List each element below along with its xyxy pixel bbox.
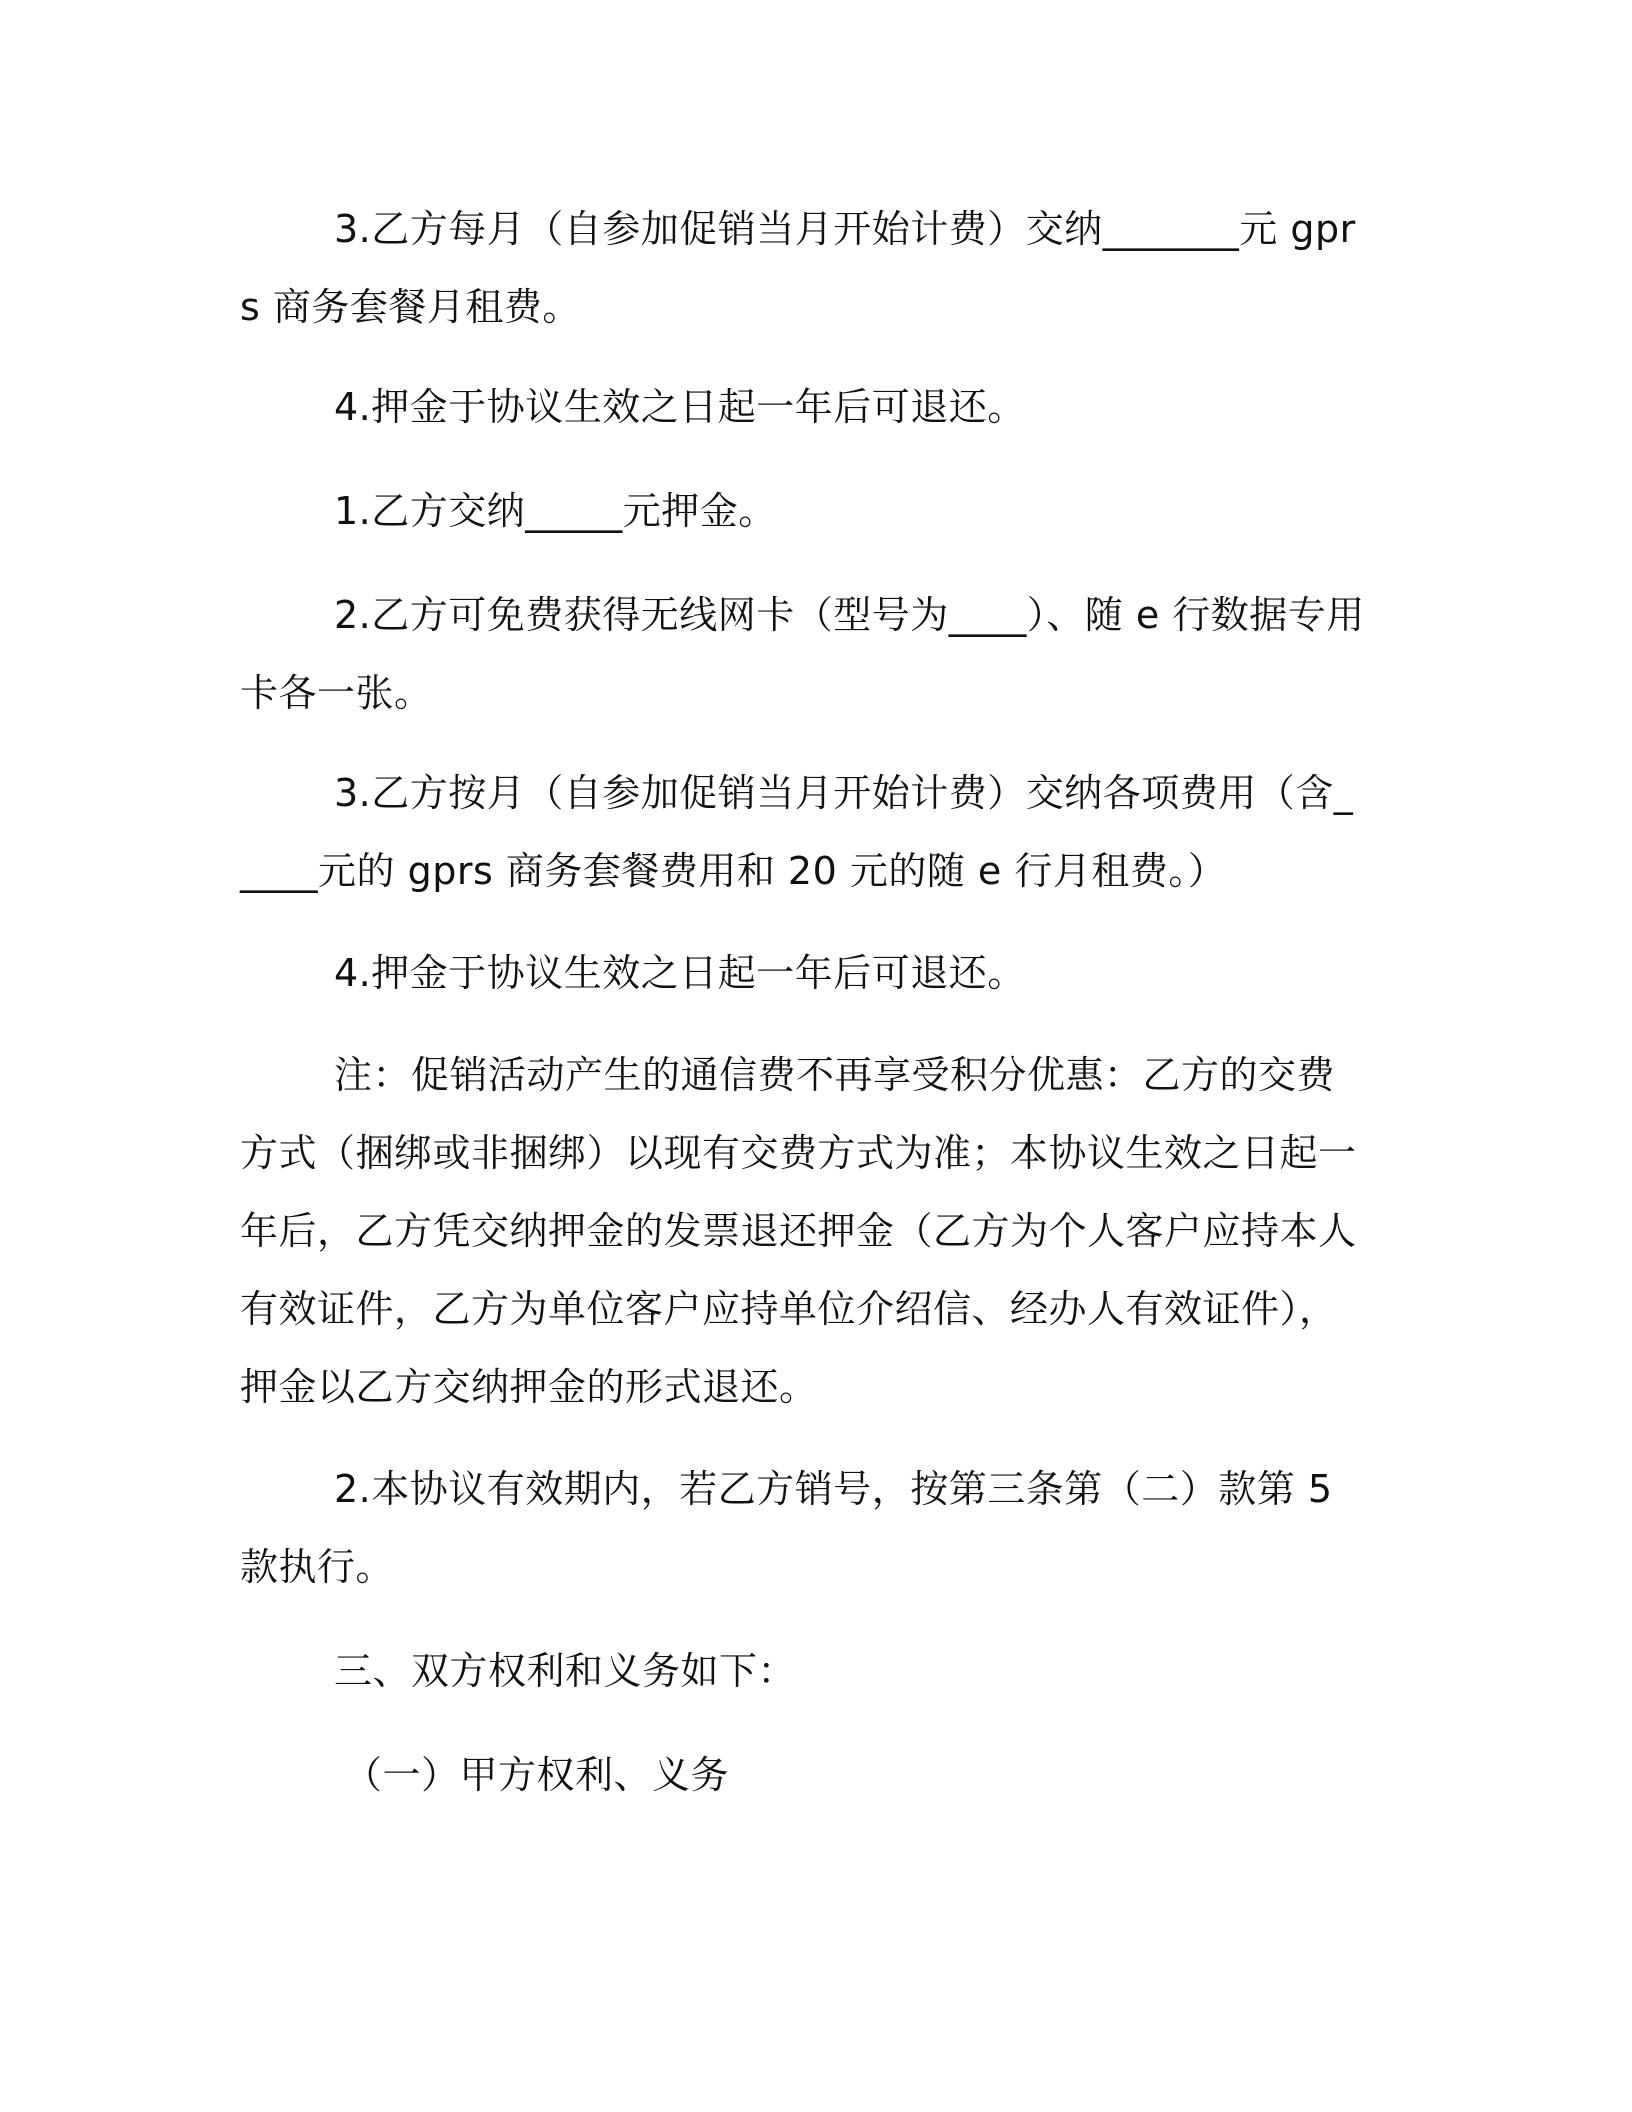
paragraph-deposit-payment: 1.乙方交纳_____元押金。 <box>334 489 777 533</box>
paragraph-monthly-fees: 3.乙方按月（自参加促销当月开始计费）交纳各项费用（含_____元的 gprs 商务套餐费用和 20 元的随 e 行月租费。） <box>240 771 1354 893</box>
subsection-heading-party-a: （一）甲方权利、义务 <box>344 1753 730 1797</box>
paragraph-deposit-refund-2: 4.押金于协议生效之日起一年后可退还。 <box>334 951 1026 995</box>
document-body <box>240 190 1370 1814</box>
paragraph-deposit-refund: 4.押金于协议生效之日起一年后可退还。 <box>334 385 1026 429</box>
paragraph-note: 注：促销活动产生的通信费不再享受积分优惠：乙方的交费方式（捆绑或非捆绑）以现有交费方式为准；本协议生效之日起一年后，乙方凭交纳押金的发票退还押金（乙方为个人客户应持本人有效证件，乙方为单位客户应持单位介绍信、经办人有效证件），押金以乙方交纳押金的形式退还。 <box>240 1053 1357 1409</box>
section-heading-rights: 三、双方权利和义务如下： <box>334 1649 797 1693</box>
paragraph-gprs-monthly-fee: 3.乙方每月（自参加促销当月开始计费）交纳_______元 gprs 商务套餐月租费。 <box>240 207 1356 329</box>
paragraph-cancellation: 2.本协议有效期内，若乙方销号，按第三条第（二）款第 5 款执行。 <box>240 1467 1333 1589</box>
paragraph-free-wireless-card: 2.乙方可免费获得无线网卡（型号为____）、随 e 行数据专用卡各一张。 <box>240 593 1365 715</box>
